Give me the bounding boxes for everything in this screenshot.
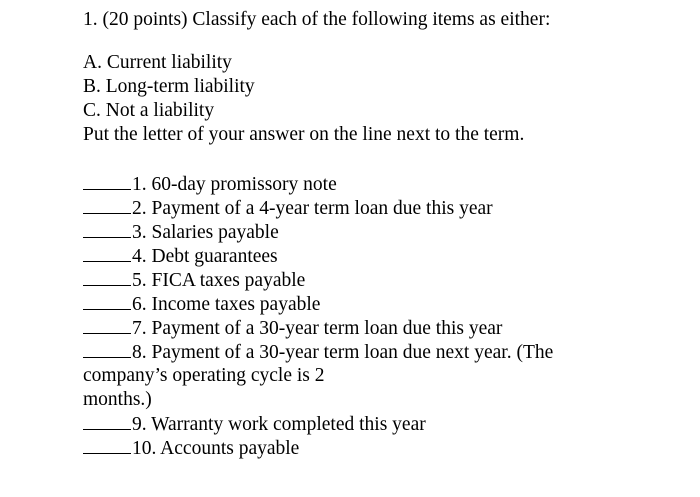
answer-blank[interactable] xyxy=(83,173,131,190)
list-item xyxy=(83,293,320,317)
item-text: 10. Accounts payable xyxy=(132,438,300,459)
item-text: 9. Warranty work completed this year xyxy=(132,414,426,435)
list-item xyxy=(83,245,278,269)
answer-blank[interactable] xyxy=(83,437,131,454)
item-8-continuation: months.) xyxy=(83,389,152,410)
list-item xyxy=(83,221,279,245)
item-text: 5. FICA taxes payable xyxy=(132,270,306,291)
list-item xyxy=(83,317,502,341)
list-item xyxy=(83,341,553,365)
option-b: B. Long-term liability xyxy=(83,76,255,97)
item-8-continuation: company’s operating cycle is 2 xyxy=(83,365,325,386)
instructions: Put the letter of your answer on the line next to the term. xyxy=(83,124,525,145)
item-text: 1. 60-day promissory note xyxy=(132,174,337,195)
list-item xyxy=(83,269,305,293)
item-text: 7. Payment of a 30-year term loan due this year xyxy=(132,318,503,339)
item-text: 3. Salaries payable xyxy=(132,222,279,243)
item-text: 6. Income taxes payable xyxy=(132,294,321,315)
answer-blank[interactable] xyxy=(83,413,131,430)
list-item xyxy=(83,437,299,461)
list-item xyxy=(83,173,337,197)
item-text: 4. Debt guarantees xyxy=(132,246,278,267)
item-text: 2. Payment of a 4-year term loan due this year xyxy=(132,198,493,219)
answer-blank[interactable] xyxy=(83,293,131,310)
answer-blank[interactable] xyxy=(83,221,131,238)
list-item xyxy=(83,413,426,437)
answer-blank[interactable] xyxy=(83,269,131,286)
item-text: 8. Payment of a 30-year term loan due next year. (The xyxy=(132,342,554,363)
option-c: C. Not a liability xyxy=(83,100,215,121)
answer-blank[interactable] xyxy=(83,341,131,358)
question-title: 1. (20 points) Classify each of the following items as either: xyxy=(83,9,551,30)
list-item xyxy=(83,197,493,221)
answer-blank[interactable] xyxy=(83,197,131,214)
option-a: A. Current liability xyxy=(83,52,232,73)
answer-blank[interactable] xyxy=(83,317,131,334)
answer-blank[interactable] xyxy=(83,245,131,262)
